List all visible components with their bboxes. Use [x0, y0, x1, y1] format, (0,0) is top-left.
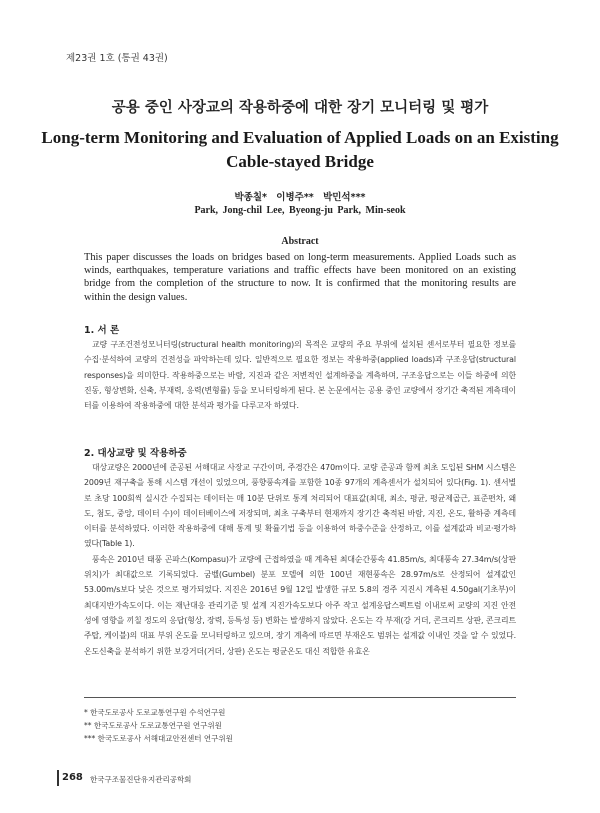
section-heading-bridge-loads: 2. 대상교량 및 작용하중 — [84, 448, 187, 459]
paragraph: 교량 구조건전성모니터링(structural health monitoring)의 목적은 교량의 주요 부위에 설치된 센서로부터 필요한 정보를 수집·분석하여 교량의 건전성을 파악하는데 있다. 일반적으로 필요한 정보는 작용하중(applied loads)과 구조응답(structural responses)을 의미한다. 작용하중으로는 바람, 지진과 같은 저변적인 설계하중을 계측하며, 구조응답으로는 이들 하중에 의한 진동, 형상변화, 신축, 부재력, 응력(변형률) 등을 모니터링하게 된다. 본 논문에서는 공용 중인 교량에서 장기간 축적된 계측데이터를 이용하여 작용하중에 대한 분석과 평가를 다루고자 하였다. — [84, 340, 516, 411]
footnote-2: ** 한국도로공사 도로교통연구원 연구위원 — [84, 721, 222, 730]
journal-name: 한국구조물진단유지관리공학회 — [90, 775, 192, 784]
section-body-introduction — [84, 337, 516, 413]
abstract-heading: Abstract — [281, 236, 319, 247]
korean-title: 공용 중인 사장교의 작용하중에 대한 장기 모니터링 및 평가 — [111, 100, 489, 116]
page-number: 268 — [62, 772, 83, 783]
english-title-line2: Cable-stayed Bridge — [226, 152, 374, 171]
section-heading-introduction: 1. 서 론 — [84, 325, 120, 336]
footnote-3: *** 한국도로공사 서해대교안전센터 연구위원 — [84, 734, 233, 743]
abstract-body: This paper discusses the loads on bridges based on long-term measurements. Applied Loads such as winds, earthquakes, temperature variations and traffic effects have been monitored on an existing bridge from the completion of the structure to now. It is confirmed that the monitoring results are within the design values. — [84, 252, 516, 303]
footnote-1: * 한국도로공사 도로교통연구원 수석연구원 — [84, 708, 226, 717]
authors-korean: 박종칠* 이병주** 박민석*** — [234, 192, 366, 203]
authors-english: Park, Jong-chil Lee, Byeong-ju Park, Min-seok — [194, 205, 406, 216]
page-number-bar — [57, 770, 59, 786]
footnotes — [84, 706, 233, 745]
paragraph: 풍속은 2010년 태풍 곤파스(Kompasu)가 교량에 근접하였을 때 계측된 최대순간풍속 41.85m/s, 최대풍속 27.34m/s(상판 위치)가 최대값으로 기록되었다. 굼벨(Gumbel) 분포 모델에 의한 100년 재현풍속은 28.97m/s로 산정되어 설계값인 53.00m/s보다 낮은 것으로 평가되었다. 지진은 2016년 9월 12일 발생한 규모 5.8의 경주 지진시 계측된 4.50gal(기초부)이 최대지반가속도이다. 이는 재난대응 관리기준 및 설계 지진가속도보다 아주 작고 설계응답스펙트럼 이내로써 교량의 지진 안전성에 영향을 끼칠 정도의 응답(형상, 장력, 등특성 등) 변화는 발생하지 않았다. 온도는 각 부재(강 거더, 콘크리트 상판, 콘크리트 주탑, 케이블)의 대표 부위 온도를 모니터링하고 있으며, 장기 계측에 따르면 부재온도 범위는 설계값 이내인 것을 알 수 있었다. 온도신축을 분석하기 위한 보강거더(거더, 상판) 온도는 평균온도 대신 적합한 유효온 — [84, 554, 516, 656]
footnote-divider — [84, 697, 516, 698]
english-title — [40, 126, 560, 174]
english-title-line1: Long-term Monitoring and Evaluation of Applied Loads on an Existing — [41, 128, 559, 147]
section-body-bridge-loads — [84, 460, 516, 659]
journal-issue-header: 제23권 1호 (통권 43권) — [66, 53, 168, 64]
paragraph: 대상교량은 2000년에 준공된 서해대교 사장교 구간이며, 주경간은 470m이다. 교량 준공과 함께 최초 도입된 SHM 시스템은 2009년 재구축을 통해 시스템 개선이 있었으며, 풍향풍속계를 포함한 10종 97개의 계측센서가 설치되어 있다(Fig. 1). 센서별로 초당 100회씩 실시간 수집되는 데이터는 매 10분 단위로 통계 처리되어 대표값(최대, 최소, 평균, 평균제곱근, 표준편차, 왜도, 첨도, 중앙, 데이터 수)이 데이터베이스에 저장되며, 최초 구축부터 현재까지 장기간 축적된 바람, 지진, 온도, 활하중 계측데이터를 분석하였다. 이러한 작용하중에 대해 통계 및 확률기법 등을 이용하여 하중수준을 산정하고, 이를 설계값과 비교·평가하였다(Table 1). — [84, 463, 516, 549]
